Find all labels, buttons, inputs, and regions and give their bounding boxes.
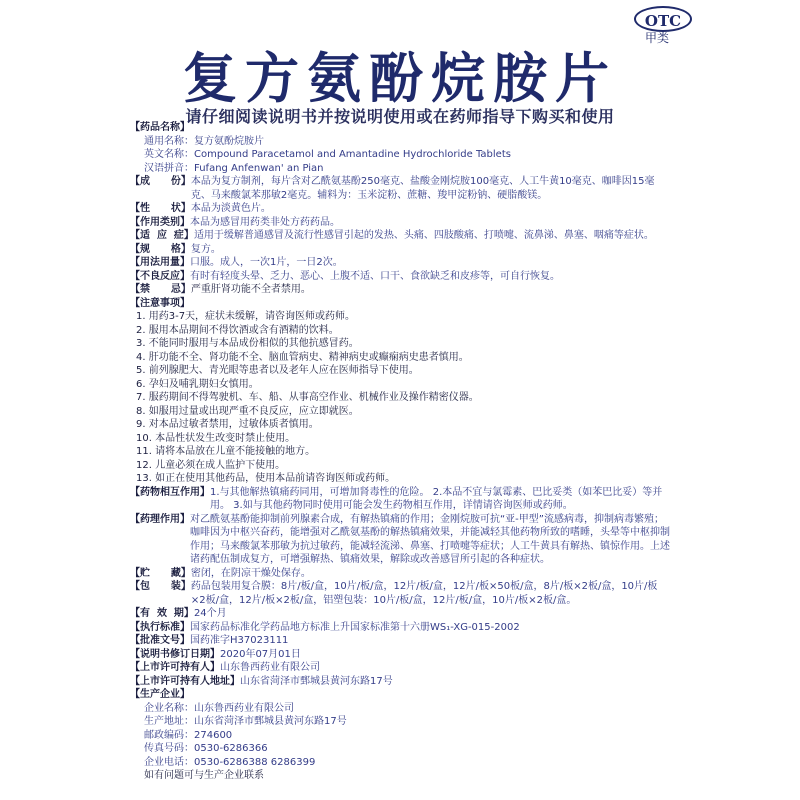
precaution-item: 13. 如正在使用其他药品，使用本品前请咨询医师或药师。 [136,473,396,484]
manufacturer-value: 0530-6286388 6286399 [194,756,316,768]
manufacturer-key: 企业电话： [144,756,194,768]
section-label: 【上市许可持有人地址】 [130,675,240,687]
section-text: 山东省菏泽市鄄城县黄河东路17号 [240,675,393,687]
section-label: 【有 效 期】 [130,608,194,619]
section-manufacturer [130,688,670,702]
section-revision-date [130,648,670,662]
section-dosage [130,256,670,270]
manufacturer-line [130,715,670,729]
section-label: 【批准文号】 [130,635,190,646]
section-text: 24个月 [193,608,227,619]
section-precautions [130,297,670,311]
common-name-row [130,135,670,149]
section-text: 有时有轻度头晕、乏力、恶心、上腹不适、口干、食欲缺乏和皮疹等，可自行恢复。 [190,270,560,282]
section-text: 本品为复方制剂，每片含对乙酰氨基酚250毫克、盐酸金刚烷胺100毫克、人工牛黄10毫克、咖啡因15毫克、马来酸氯苯那敏2毫克。辅料为：玉米淀粉、蔗糖、羧甲淀粉钠、硬脂酸镁。 [190,176,655,201]
usage-warning: 请仔细阅读说明书并按说明使用或在药师指导下购买和使用 [185,107,615,126]
manufacturer-value: 山东省菏泽市鄄城县黄河东路17号 [194,716,347,727]
section-category [130,216,670,230]
section-label: 【注意事项】 [130,297,190,309]
section-license-holder-address [130,675,670,689]
section-label: 【成 份】 [130,176,191,187]
section-label: 【生产企业】 [130,689,190,700]
drug-title: 复方氨酚烷胺片 [183,47,617,110]
section-text: 药品包装用复合膜：8片/板/盒，10片/板/盒，12片/板/盒，12片/板×50板/盒，8片/板×2板/盒，10片/板×2板/盒，12片/板×2板/盒，铝塑包装：10片/板/盒，12片/板/盒，10片/板×2板/盒。 [190,581,658,606]
section-text: 口服。成人，一次1片，一日2次。 [190,257,343,268]
precaution-item: 2. 服用本品期间不得饮酒或含有酒精的饮料。 [136,324,339,336]
section-label: 【用法用量】 [130,257,190,268]
manufacturer-key: 传真号码： [144,743,194,754]
section-label: 【贮 藏】 [130,567,191,579]
section-appearance [130,202,670,216]
manufacturer-value: 山东鲁西药业有限公司 [194,702,294,714]
pinyin-name-key: 汉语拼音： [144,162,194,174]
section-label: 【规 格】 [130,243,191,255]
precaution-item: 6. 孕妇及哺乳期妇女慎用。 [136,378,259,390]
precaution-item: 7. 服药期间不得驾驶机、车、船、从事高空作业、机械作业及操作精密仪器。 [136,392,479,403]
section-label: 【包 装】 [130,581,191,592]
section-text: 严重肝肾功能不全者禁用。 [190,284,311,295]
section-label: 【上市许可持有人】 [130,662,220,673]
section-label: 【不良反应】 [130,270,190,282]
section-shelf-life [130,607,670,621]
section-text: 本品为淡黄色片。 [190,203,271,214]
section-standard [130,621,670,635]
section-text: 适用于缓解普通感冒及流行性感冒引起的发热、头痛、四肢酸痛、打喷嚏、流鼻涕、鼻塞、咽痛等症状。 [193,230,654,241]
section-contraindications [130,283,670,297]
section-text: 复方。 [190,243,221,255]
section-ingredients [130,175,670,202]
section-label: 【禁 忌】 [130,284,191,295]
section-label: 【性 状】 [130,203,191,214]
otc-class-label: 甲类 [645,31,670,45]
section-label: 【药理作用】 [130,513,190,525]
manufacturer-value: 0530-6286366 [194,743,268,754]
common-name-value: 复方氨酚烷胺片 [194,135,264,147]
section-text: 2020年07月01日 [220,648,301,660]
english-name-key: 英文名称： [144,149,194,160]
manufacturer-line [130,742,670,756]
section-label: 【说明书修订日期】 [130,648,220,660]
precaution-item: 8. 如服用过量或出现严重不良反应，应立即就医。 [136,405,359,417]
contact-footer [130,769,670,783]
manufacturer-key: 邮政编码： [144,729,194,741]
precaution-item: 5. 前列腺肥大、青光眼等患者以及老年人应在医师指导下使用。 [136,365,419,376]
manufacturer-line [130,702,670,716]
section-specification [130,243,670,257]
section-label: 【作用类别】 [130,216,190,228]
manufacturer-value: 274600 [194,729,233,741]
manufacturer-line [130,729,670,743]
english-name-value: Compound Paracetamol and Amantadine Hydrochloride Tablets [194,149,511,160]
section-text: 密闭，在阴凉干燥处保存。 [190,567,311,579]
section-packaging [130,580,670,607]
section-label: 【执行标准】 [130,621,190,633]
common-name-key: 通用名称： [144,135,194,147]
leaflet-content [130,121,670,783]
section-text: 国家药品标准化学药品地方标准上升国家标准第十六册WS₁-XG-015-2002 [190,621,520,633]
section-drug-name [130,121,670,135]
precaution-item: 3. 不能同时服用与本品成份相似的其他抗感冒药。 [136,338,359,349]
precaution-item: 1. 用药3-7天，症状未缓解，请咨询医师或药师。 [136,311,356,322]
precaution-item: 11. 请将本品放在儿童不能接触的地方。 [136,446,316,457]
section-text: 1.与其他解热镇痛药同用，可增加肾毒性的危险。 2.本品不宜与氯霉素、巴比妥类（如苯巴比妥）等并用。 3.如与其他药物同时使用可能会发生药物相互作用，详情请咨询医师或药师。 [210,486,663,511]
manufacturer-line [130,756,670,770]
section-text: 国药准字H37023111 [190,635,289,646]
section-storage [130,567,670,581]
english-name-row [130,148,670,162]
manufacturer-key: 生产地址： [144,716,194,727]
manufacturer-key: 企业名称： [144,702,194,714]
section-text: 山东鲁西药业有限公司 [220,662,320,673]
pinyin-name-value: Fufang Anfenwan' an Pian [194,162,324,174]
otc-badge: OTC [634,6,692,32]
contact-footer-text: 如有问题可与生产企业联系 [144,770,264,781]
section-pharmacology [130,513,670,567]
precaution-item: 10. 本品性状发生改变时禁止使用。 [136,432,296,444]
section-indications [130,229,670,243]
section-label: 【药物相互作用】 [130,486,210,498]
section-text: 本品为感冒用药类非处方药药品。 [190,216,340,228]
section-approval-number [130,634,670,648]
precaution-item: 12. 儿童必须在成人监护下使用。 [136,459,286,471]
section-adverse-reactions [130,270,670,284]
section-label: 【药品名称】 [130,122,190,133]
precaution-item: 4. 肝功能不全、肾功能不全、脑血管病史、精神病史或癫痫病史患者慎用。 [136,351,469,363]
precaution-item: 9. 对本品过敏者禁用，过敏体质者慎用。 [136,419,319,430]
pinyin-name-row [130,162,670,176]
section-drug-interactions [130,486,670,513]
section-label: 【适 应 症】 [130,230,194,241]
section-license-holder [130,661,670,675]
section-text: 对乙酰氨基酚能抑制前列腺素合成，有解热镇痛的作用；金刚烷胺可抗“亚-甲型”流感病毒，抑制病毒繁殖；咖啡因为中枢兴奋药，能增强对乙酰氨基酚的解热镇痛效果，并能减轻其他药物所致的嗜睡，头晕等中枢抑制作用；马来酸氯苯那敏为抗过敏药，能减轻流涕、鼻塞、打喷嚏等症状；人工牛黄具有解热、镇惊作用。上述诸药配伍制成复方，可增强解热、镇痛效果，解除或改善感冒所引起的各种症状。 [190,513,670,565]
